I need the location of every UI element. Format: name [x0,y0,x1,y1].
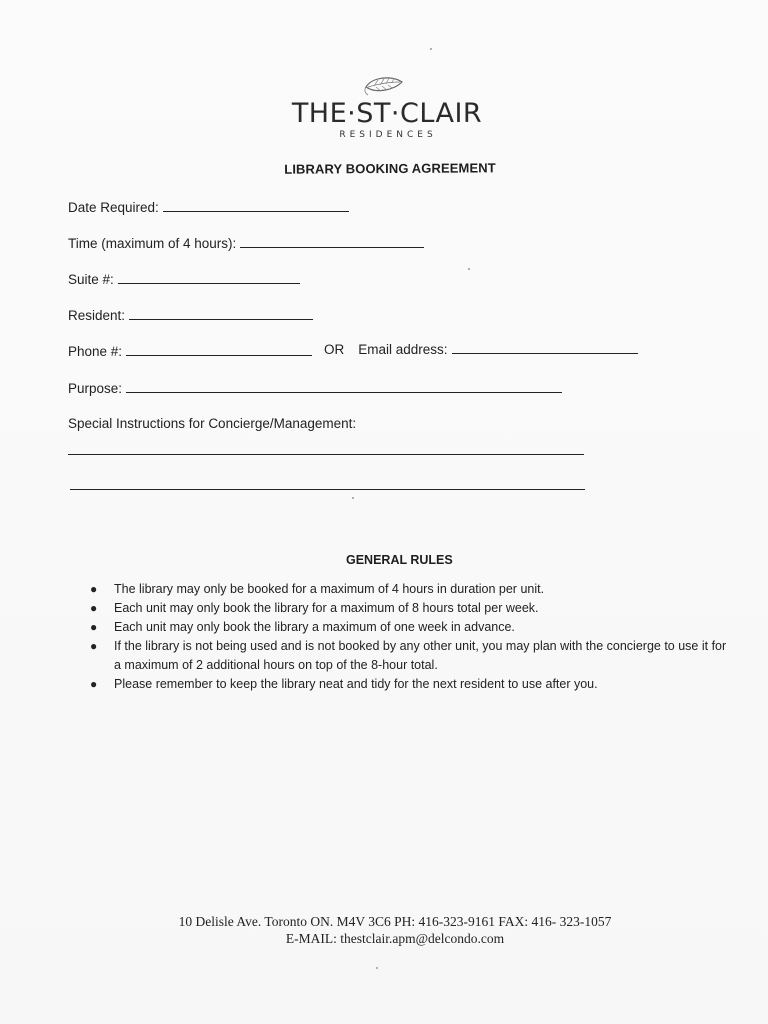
leaf-icon [362,74,406,100]
logo-subtitle: RESIDENCES [339,130,437,140]
date-required-label: Date Required: [68,200,159,215]
rule-item: ● The library may only be booked for a maximum of 4 hours in duration per unit. [88,580,728,599]
bullet-icon: ● [90,639,98,653]
resident-field[interactable] [68,308,313,323]
logo [0,74,768,140]
suite-line[interactable] [118,282,300,284]
scan-speck [376,967,378,969]
purpose-label: Purpose: [68,381,123,396]
or-label: OR [324,342,345,357]
date-required-line[interactable] [163,210,349,212]
phone-field[interactable] [68,344,312,359]
scan-speck [430,48,432,50]
phone-label: Phone #: [68,344,123,359]
rule-item: ● Each unit may only book the library a maximum of one week in advance. [88,618,728,637]
email-label: Email address: [358,342,448,357]
resident-line[interactable] [129,318,313,320]
rule-item: ● Each unit may only book the library for a maximum of 8 hours total per week. [88,599,728,618]
rules-title: GENERAL RULES [346,553,453,567]
phone-line[interactable] [126,354,312,356]
footer-email: E-MAIL: thestclair.apm@delcondo.com [285,931,505,946]
logo-name: THE·ST·CLAIR [291,98,483,129]
suite-label: Suite #: [68,272,114,287]
purpose-field[interactable] [68,381,562,396]
suite-field[interactable] [68,272,300,287]
resident-label: Resident: [68,308,126,323]
footer-address: 10 Delisle Ave. Toronto ON. M4V 3C6 PH: 416-323-9161 FAX: 416- 323-1057 [178,914,612,929]
special-instructions-line-1[interactable] [68,454,584,455]
bullet-icon: ● [90,601,98,615]
rules-list [88,580,728,694]
rule-item: ● Please remember to keep the library neat and tidy for the next resident to use after you. [88,675,728,694]
bullet-icon: ● [90,620,98,634]
rule-item: ● If the library is not being used and is not booked by any other unit, you may plan with the concierge to use it for a maximum of 2 additional hours on top of the 8-hour total. [90,639,727,672]
time-field[interactable] [68,236,424,251]
date-required-field[interactable] [68,200,349,215]
bullet-icon: ● [90,582,98,596]
special-instructions-label: Special Instructions for Concierge/Management: [68,416,357,431]
document-title: LIBRARY BOOKING AGREEMENT [284,160,496,177]
special-instructions-field [68,416,356,431]
special-instructions-line-2[interactable] [70,489,585,490]
time-label: Time (maximum of 4 hours): [68,236,237,251]
purpose-line[interactable] [126,391,562,393]
bullet-icon: ● [90,677,98,691]
email-line[interactable] [452,352,638,354]
time-line[interactable] [240,246,424,248]
email-field[interactable] [324,342,638,357]
scan-speck [468,268,470,270]
scan-speck [352,497,354,499]
